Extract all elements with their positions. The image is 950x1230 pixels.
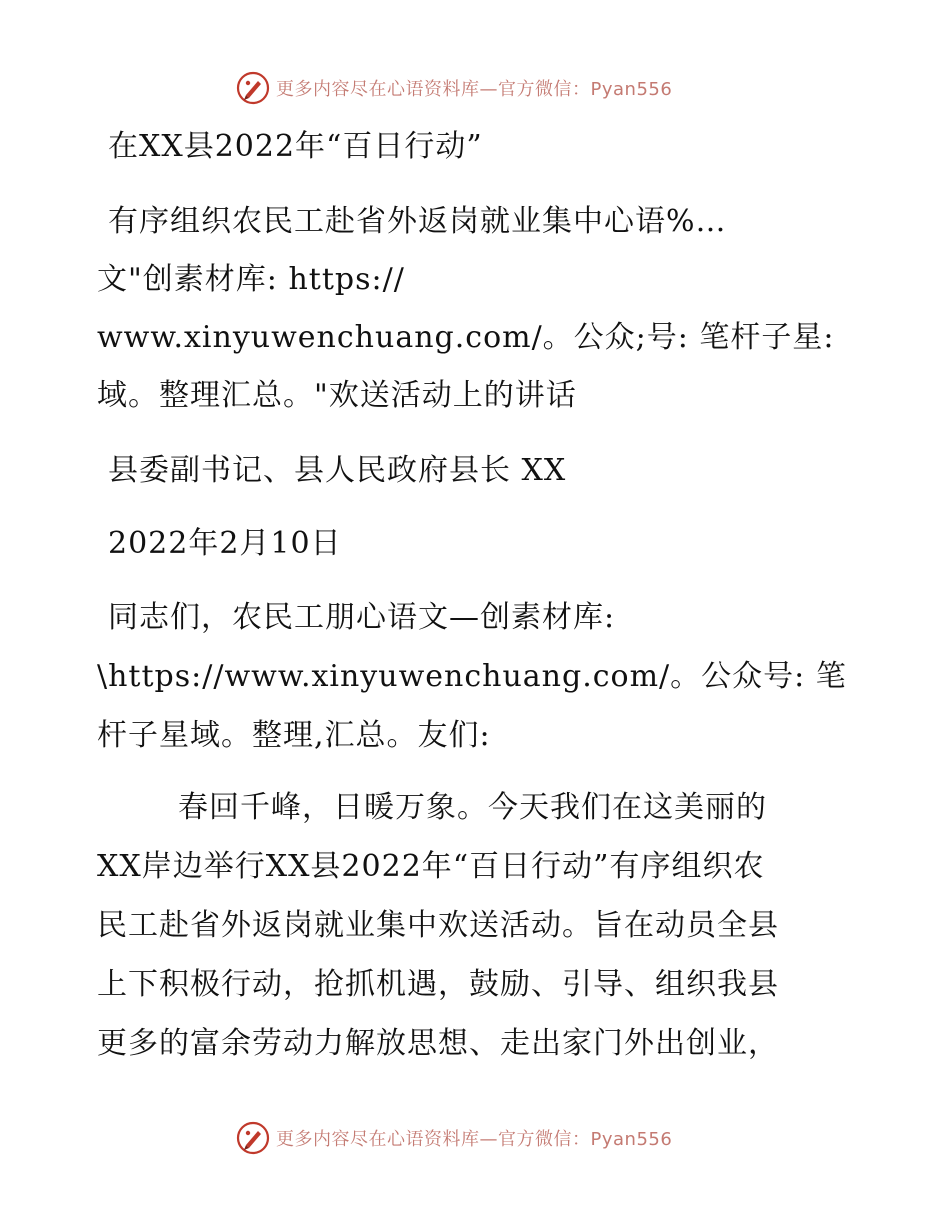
body-line-4: 上下积极行动，抢抓机遇，鼓励、引导、组织我县 xyxy=(97,967,779,1002)
date-line: 2022年2月10日 xyxy=(108,526,342,561)
pen-seal-icon xyxy=(236,1121,270,1155)
body-line-2: XX岸边举行XX县2022年“百日行动”有序组织农 xyxy=(97,849,765,884)
watermark-text: 更多内容尽在心语资料库—官方微信：Pyan556 xyxy=(276,79,673,100)
title-line-1: 在XX县2022年“百日行动” xyxy=(108,129,483,164)
salutation-line-3: 杆子星域。整理,汇总。友们: xyxy=(97,718,491,753)
title-line-5: 域。整理汇总。"欢送活动上的讲话 xyxy=(97,378,577,413)
speaker-line: 县委副书记、县人民政府县长 XX xyxy=(108,453,567,488)
title-line-2: 有序组织农民工赴省外返岗就业集中心语%… xyxy=(108,204,727,239)
watermark-banner-bottom xyxy=(0,1118,950,1158)
body-line-3: 民工赴省外返岗就业集中欢送活动。旨在动员全县 xyxy=(97,908,779,943)
pen-seal-icon xyxy=(236,71,270,105)
title-line-4: www.xinyuwenchuang.com/。公众;号: 笔杆子星: xyxy=(97,320,835,355)
body-line-1: 春回千峰，日暖万象。今天我们在这美丽的 xyxy=(178,790,767,825)
title-line-3: 文"创素材库: https:// xyxy=(97,262,405,297)
watermark-banner-top xyxy=(0,68,950,108)
salutation-line-2: \https://www.xinyuwenchuang.com/。公众号: 笔 xyxy=(97,659,847,694)
body-line-5: 更多的富余劳动力解放思想、走出家门外出创业， xyxy=(97,1026,779,1061)
salutation-line-1: 同志们，农民工朋心语文—创素材库: xyxy=(108,600,616,635)
watermark-text: 更多内容尽在心语资料库—官方微信：Pyan556 xyxy=(276,1129,673,1150)
